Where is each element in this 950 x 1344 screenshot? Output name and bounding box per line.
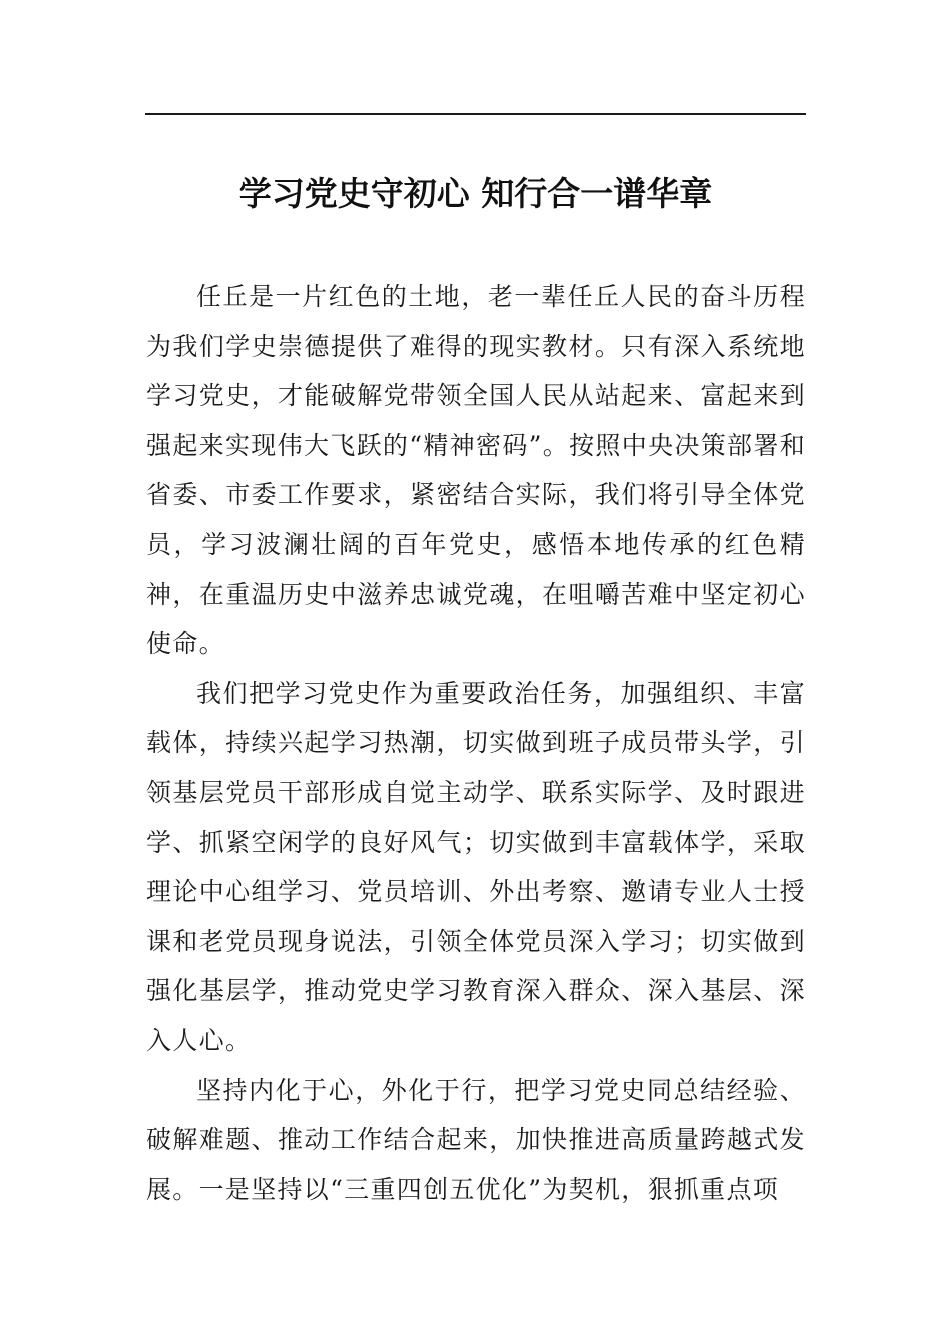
document-body <box>146 272 806 1214</box>
paragraph-1: 任丘是一片红色的土地，老一辈任丘人民的奋斗历程为我们学史崇德提供了难得的现实教材。只有深入系统地学习党史，才能破解党带领全国人民从站起来、富起来到强起来实现伟大飞跃的“精神密码”。按照中央决策部署和省委、市委工作要求，紧密结合实际，我们将引导全体党员，学习波澜壮阔的百年党史，感悟本地传承的红色精神，在重温历史中滋养忠诚党魂，在咀嚼苦难中坚定初心使命。 <box>146 282 806 659</box>
paragraph-2: 我们把学习党史作为重要政治任务，加强组织、丰富载体，持续兴起学习热潮，切实做到班子成员带头学，引领基层党员干部形成自觉主动学、联系实际学、及时跟进学、抓紧空闲学的良好风气；切实做到丰富载体学，采取理论中心组学习、党员培训、外出考察、邀请专业人士授课和老党员现身说法，引领全体党员深入学习；切实做到强化基层学，推动党史学习教育深入群众、深入基层、深入人心。 <box>146 678 806 1055</box>
paragraph-3: 坚持内化于心，外化于行，把学习党史同总结经验、破解难题、推动工作结合起来，加快推进高质量跨越式发展。一是坚持以“三重四创五优化”为契机，狠抓重点项 <box>146 1075 806 1204</box>
header-rule <box>145 113 806 115</box>
document-title: 学习党史守初心 知行合一谱华章 <box>238 174 713 213</box>
